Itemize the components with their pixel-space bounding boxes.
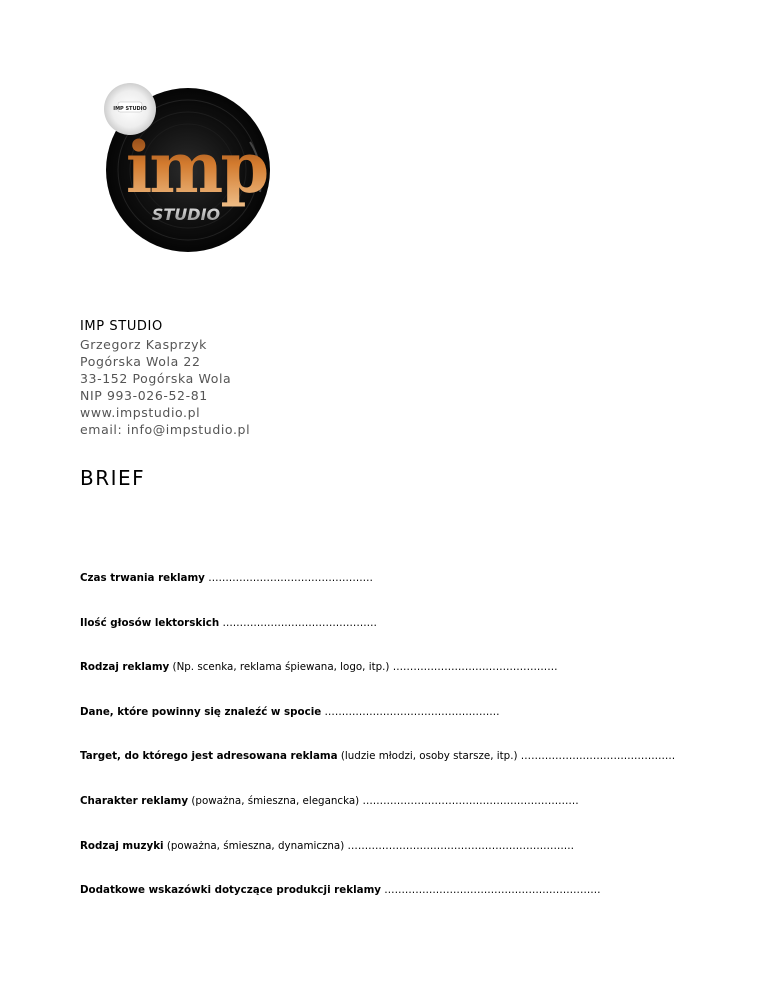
field-blank: ………………………………………… (392, 661, 558, 674)
company-name: IMP STUDIO (80, 319, 163, 334)
company-street: Pogórska Wola 22 (80, 354, 201, 369)
page-title: BRIEF (80, 466, 146, 490)
company-owner: Grzegorz Kasprzyk (80, 337, 207, 352)
field-ad-type (80, 659, 720, 704)
company-city: 33-152 Pogórska Wola (80, 371, 232, 386)
field-hint: (Np. scenka, reklama śpiewana, logo, itp.) (172, 661, 390, 674)
field-additional-notes (80, 882, 720, 927)
field-voice-count (80, 615, 720, 660)
field-label: Dane, które powinny się znaleźć w spocie (80, 705, 322, 718)
field-label: Czas trwania reklamy (80, 572, 205, 584)
company-website: www.impstudio.pl (80, 405, 201, 420)
company-info (80, 318, 250, 438)
field-blank: ………………………………………… (208, 572, 373, 584)
field-blank: ……………………………………… (520, 750, 676, 763)
field-label: Charakter reklamy (80, 794, 189, 807)
field-label: Target, do którego jest adresowana reklama (80, 750, 338, 763)
field-blank: ……………………………………………………… (362, 794, 579, 807)
field-hint: (poważna, śmieszna, elegancka) (191, 794, 360, 807)
field-label: Dodatkowe wskazówki dotyczące produkcji reklamy (80, 884, 382, 897)
field-duration (80, 570, 720, 615)
field-blank: …………………………………………… (324, 705, 500, 718)
field-target (80, 748, 720, 793)
logo-big-text: imp (125, 126, 267, 209)
field-blank: ……………………………………………………… (384, 884, 601, 897)
field-character (80, 793, 720, 838)
brief-fields (80, 570, 720, 927)
field-blank: ………………………………………………………… (347, 839, 575, 852)
company-nip: NIP 993-026-52-81 (80, 388, 208, 403)
company-email: email: info@impstudio.pl (80, 422, 251, 437)
field-spot-data (80, 704, 720, 749)
field-music-type (80, 838, 720, 883)
field-label: Rodzaj muzyki (80, 839, 164, 852)
field-label: Rodzaj reklamy (80, 661, 170, 674)
field-hint: (poważna, śmieszna, dynamiczna) (166, 839, 345, 852)
imp-studio-logo (100, 82, 272, 254)
field-blank: ……………………………………… (222, 616, 377, 629)
logo-small-text: IMP STUDIO (113, 106, 147, 112)
logo-bottom-text: STUDIO (151, 205, 221, 224)
field-label: Ilość głosów lektorskich (80, 616, 220, 629)
field-hint: (ludzie młodzi, osoby starsze, itp.) (340, 750, 518, 763)
